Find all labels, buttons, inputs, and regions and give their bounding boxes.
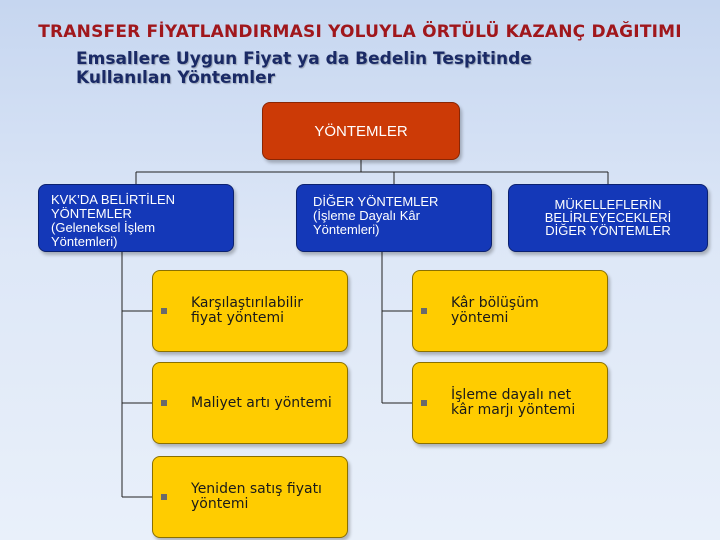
- bullet-icon: [421, 308, 427, 314]
- method-transactional-net-margin: [412, 362, 608, 444]
- slide-title: TRANSFER FİYATLANDIRMASI YOLUYLA ÖRTÜLÜ KAZANÇ DAĞITIMI: [38, 22, 682, 42]
- method-1-line-2: fiyat yöntemi: [191, 310, 284, 326]
- category-2-sub-line-2: Yöntemleri): [313, 222, 380, 237]
- subtitle-line-1: Emsallere Uygun Fiyat ya da Bedelin Tespitinde: [76, 49, 532, 69]
- bullet-icon: [161, 308, 167, 314]
- bullet-icon: [161, 494, 167, 500]
- method-profit-split: [412, 270, 608, 352]
- method-2-line-1: Maliyet artı yöntemi: [191, 394, 332, 411]
- method-resale-price: [152, 456, 348, 538]
- category-1-sub-line-2: Yöntemleri): [51, 234, 118, 249]
- method-3-line-1: Yeniden satış fiyatı: [191, 481, 322, 497]
- method-5-line-2: kâr marjı yöntemi: [451, 402, 576, 418]
- category-3-title-line-3: DİĞER YÖNTEMLER: [545, 223, 671, 238]
- category-3-title-line-2: BELİRLEYECEKLERİ: [544, 210, 672, 225]
- subtitle-line-2: Kullanılan Yöntemler: [76, 68, 275, 88]
- category-1-title-line-2: YÖNTEMLER: [51, 206, 132, 221]
- method-cost-plus: [152, 362, 348, 444]
- method-5-line-1: İşleme dayalı net: [451, 387, 572, 403]
- category-1-title-line-1: KVK’DA BELİRTİLEN: [51, 192, 176, 207]
- root-node-label: YÖNTEMLER: [314, 122, 408, 140]
- category-2-title: DİĞER YÖNTEMLER: [313, 194, 439, 209]
- category-taxpayer-methods: [508, 184, 708, 252]
- method-1-line-1: Karşılaştırılabilir: [191, 295, 304, 311]
- method-3-line-2: yöntemi: [191, 496, 249, 512]
- method-4-line-2: yöntemi: [451, 310, 509, 326]
- method-comparable-price: [152, 270, 348, 352]
- category-other-methods: [296, 184, 492, 252]
- category-kvk-methods: [38, 184, 234, 252]
- category-3-title-line-1: MÜKELLEFLERİN: [554, 197, 662, 212]
- method-4-line-1: Kâr bölüşüm: [451, 295, 539, 311]
- category-2-sub-line-1: (İşleme Dayalı Kâr: [313, 208, 420, 223]
- category-1-sub-line-1: (Geleneksel İşlem: [51, 220, 156, 235]
- root-node: [262, 102, 460, 160]
- bullet-icon: [161, 400, 167, 406]
- bullet-icon: [421, 400, 427, 406]
